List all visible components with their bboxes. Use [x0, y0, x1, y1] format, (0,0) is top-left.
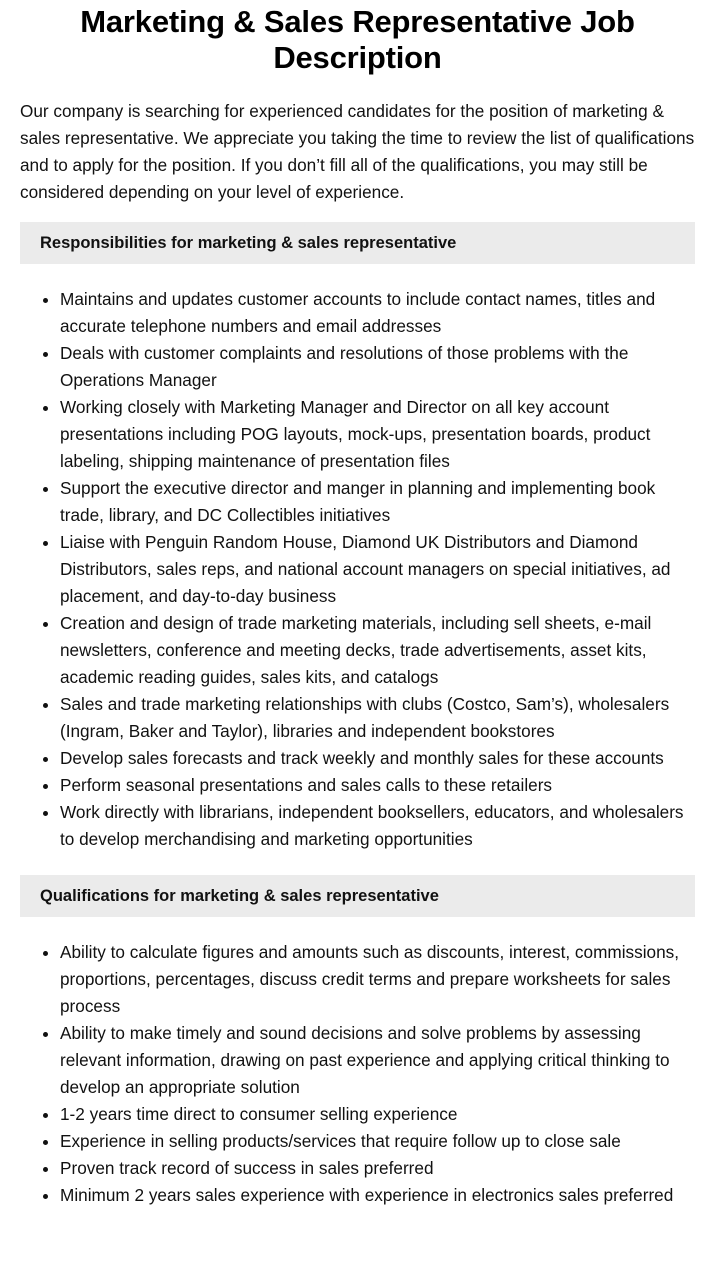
list-item: • Develop sales forecasts and track weekly and monthly sales for these accounts	[60, 745, 695, 772]
list-item: • Sales and trade marketing relationships with clubs (Costco, Sam’s), wholesalers (Ingram, Baker and Taylor), libraries and independent bookstores	[60, 691, 695, 745]
list-item: • Ability to calculate figures and amounts such as discounts, interest, commissions, proportions, percentages, discuss credit terms and prepare worksheets for sales process	[60, 939, 695, 1020]
list-item: • Perform seasonal presentations and sales calls to these retailers	[60, 772, 695, 799]
list-item: • Proven track record of success in sales preferred	[60, 1155, 695, 1182]
list-item: • Working closely with Marketing Manager and Director on all key account presentations including POG layouts, mock-ups, presentation boards, product labeling, shipping maintenance of presentation files	[60, 394, 695, 475]
list-item: • Support the executive director and manger in planning and implementing book trade, library, and DC Collectibles initiatives	[60, 475, 695, 529]
list-item: • Ability to make timely and sound decisions and solve problems by assessing relevant information, drawing on past experience and applying critical thinking to develop an appropriate solution	[60, 1020, 695, 1101]
list-item: • Experience in selling products/services that require follow up to close sale	[60, 1128, 695, 1155]
list-item: • Maintains and updates customer accounts to include contact names, titles and accurate telephone numbers and email addresses	[60, 286, 695, 340]
list-item: • Liaise with Penguin Random House, Diamond UK Distributors and Diamond Distributors, sales reps, and national account managers on special initiatives, ad placement, and day-to-day business	[60, 529, 695, 610]
qualifications-heading: Qualifications for marketing & sales representative	[20, 875, 695, 917]
list-item: • Work directly with librarians, independent booksellers, educators, and wholesalers to develop merchandising and marketing opportunities	[60, 799, 695, 853]
page-title: Marketing & Sales Representative Job Description	[80, 4, 635, 75]
responsibilities-heading: Responsibilities for marketing & sales representative	[20, 222, 695, 264]
list-item: • 1-2 years time direct to consumer selling experience	[60, 1101, 695, 1128]
list-item: • Deals with customer complaints and resolutions of those problems with the Operations Manager	[60, 340, 695, 394]
responsibilities-list	[20, 286, 695, 853]
list-item: • Minimum 2 years sales experience with experience in electronics sales preferred	[60, 1182, 695, 1209]
qualifications-list	[20, 939, 695, 1209]
intro-paragraph: Our company is searching for experienced candidates for the position of marketing & sales representative. We appreciate you taking the time to review the list of qualifications and to apply for the position. If you don’t fill all of the qualifications, you may still be considered depending on your level of experience.	[20, 101, 695, 202]
list-item: • Creation and design of trade marketing materials, including sell sheets, e-mail newsletters, conference and meeting decks, trade advertisements, asset kits, academic reading guides, sales kits, and catalogs	[60, 610, 695, 691]
